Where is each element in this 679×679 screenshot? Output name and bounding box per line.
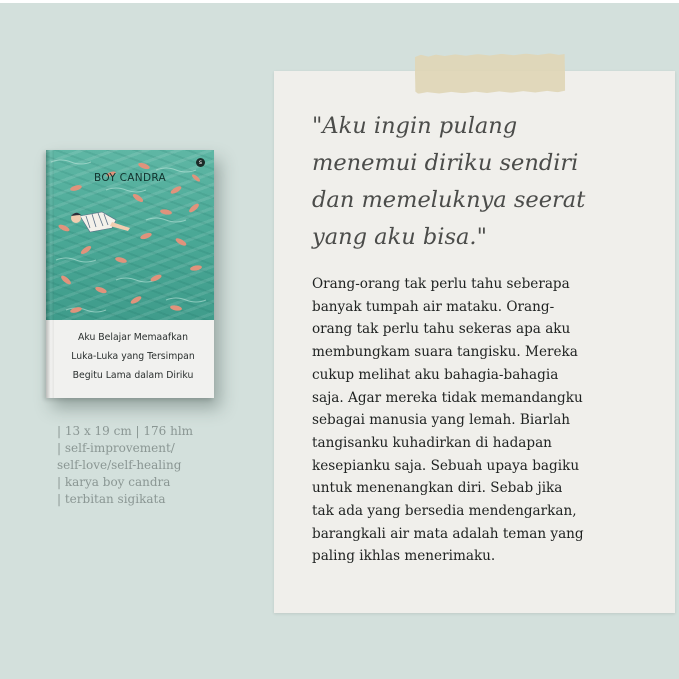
- excerpt-line: tangisanku kuhadirkan di hadapan: [312, 434, 552, 451]
- book-info: [57, 423, 227, 508]
- excerpt-line: Orang-orang tak perlu tahu seberapa: [312, 276, 570, 292]
- excerpt-line: orang tak perlu tahu sekeras apa aku: [312, 321, 571, 338]
- book-info-line: | self-improvement/: [57, 441, 175, 455]
- book-title-line: Begitu Lama dalam Diriku: [72, 370, 194, 381]
- excerpt-line: untuk menenangkan diri. Sebab jika: [312, 480, 563, 497]
- publisher-logo-icon: s: [196, 158, 205, 167]
- excerpt-line: tak ada yang bersedia mendengarkan,: [312, 503, 577, 520]
- book-title-line: Aku Belajar Memaafkan: [77, 332, 188, 343]
- excerpt-line: kesepianku saja. Sebuah upaya bagiku: [312, 457, 580, 474]
- book-title: [54, 328, 212, 385]
- quote: [312, 108, 642, 256]
- quote-line: menemui diriku sendiri: [312, 150, 579, 176]
- book-spine: [46, 150, 54, 398]
- book-info-line: | 13 x 19 cm | 176 hlm: [57, 424, 194, 438]
- book-title-panel: [46, 320, 214, 398]
- quote-line: "Aku ingin pulang: [312, 113, 518, 139]
- book-cover-illustration: [46, 150, 214, 320]
- excerpt-line: barangkali air mata adalah teman yang: [312, 525, 584, 542]
- excerpt-line: sebagai manusia yang lemah. Biarlah: [312, 412, 571, 429]
- excerpt-line: cukup melihat aku bahagia-bahagia: [312, 366, 559, 383]
- excerpt-line: banyak tumpah air mataku. Orang-: [312, 298, 555, 315]
- book-title-line: Luka-Luka yang Tersimpan: [71, 351, 195, 362]
- excerpt-line: membungkam suara tangisku. Mereka: [312, 344, 578, 361]
- book-author: BOY CANDRA: [94, 172, 166, 184]
- book-info-line: | karya boy candra: [57, 475, 171, 489]
- excerpt-text: [312, 273, 642, 568]
- excerpt-line: saja. Agar mereka tidak memandangku: [312, 389, 583, 406]
- masking-tape: [415, 53, 565, 94]
- quote-line: yang aku bisa.": [312, 224, 487, 250]
- book-info-line: self-love/self-healing: [57, 458, 182, 472]
- book-cover: [46, 150, 214, 398]
- book-info-line: | terbitan sigikata: [57, 492, 166, 506]
- excerpt-line: paling ikhlas menerimaku.: [312, 548, 496, 565]
- quote-line: dan memeluknya seerat: [312, 187, 586, 213]
